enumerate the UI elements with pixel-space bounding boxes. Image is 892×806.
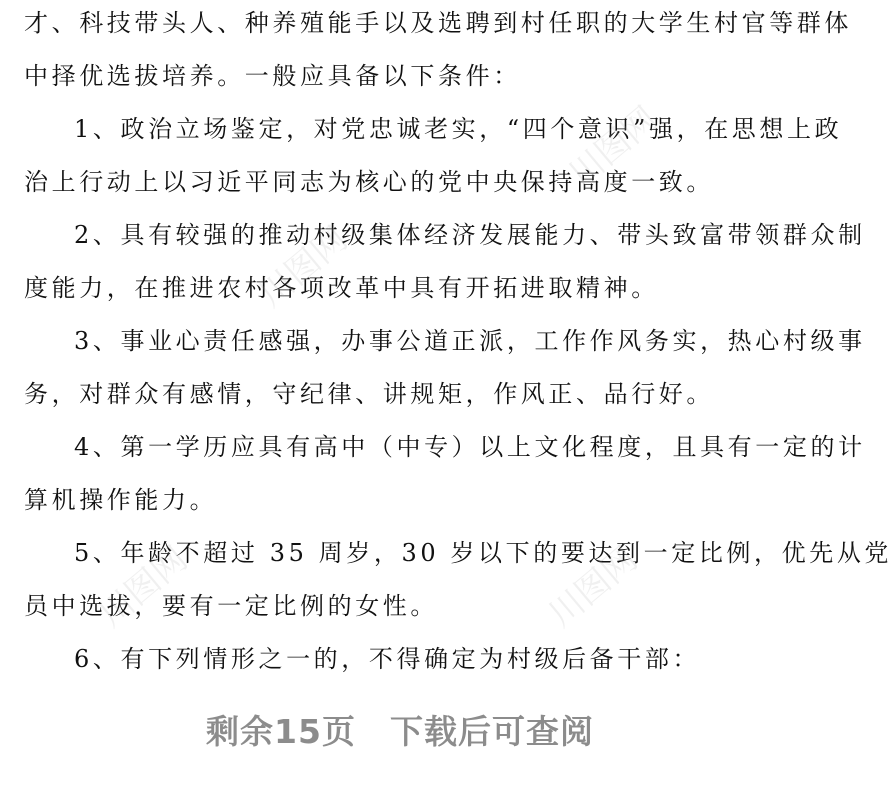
paragraph-line: 中择优选拔培养。一般应具备以下条件： bbox=[24, 62, 521, 90]
condition-3-line: 3、事业心责任感强，办事公道正派，工作作风务实，热心村级事 bbox=[74, 327, 866, 355]
watermark: 川图网 bbox=[541, 539, 646, 636]
condition-1-line: 1、政治立场鉴定，对党忠诚老实，“四个意识”强，在思想上政 bbox=[74, 115, 843, 143]
document-body bbox=[24, 0, 892, 686]
condition-4-line: 4、第一学历应具有高中（中专）以上文化程度，且具有一定的计 bbox=[74, 433, 866, 461]
condition-4-line: 算机操作能力。 bbox=[24, 486, 218, 514]
condition-5-line: 员中选拔，要有一定比例的女性。 bbox=[24, 592, 438, 620]
watermark: 川图网 bbox=[251, 219, 356, 316]
paragraph-line: 才、科技带头人、种养殖能手以及选聘到村任职的大学生村官等群体 bbox=[24, 9, 852, 37]
condition-5-line: 5、年龄不超过 35 周岁，30 岁以下的要达到一定比例，优先从党 bbox=[74, 539, 892, 567]
condition-1-line: 治上行动上以习近平同志为核心的党中央保持高度一致。 bbox=[24, 168, 714, 196]
condition-3-line: 务，对群众有感情，守纪律、讲规矩，作风正、品行好。 bbox=[24, 380, 714, 408]
condition-2-line: 度能力，在推进农村各项改革中具有开拓进取精神。 bbox=[24, 274, 659, 302]
condition-6-line: 6、有下列情形之一的，不得确定为村级后备干部： bbox=[74, 645, 701, 673]
remaining-pages-notice: 剩余15页 下载后可查阅 bbox=[206, 712, 594, 751]
condition-2-line: 2、具有较强的推动村级集体经济发展能力、带头致富带领群众制 bbox=[74, 221, 866, 249]
watermark: 川图网 bbox=[91, 539, 196, 636]
watermark: 川图网 bbox=[561, 99, 666, 196]
